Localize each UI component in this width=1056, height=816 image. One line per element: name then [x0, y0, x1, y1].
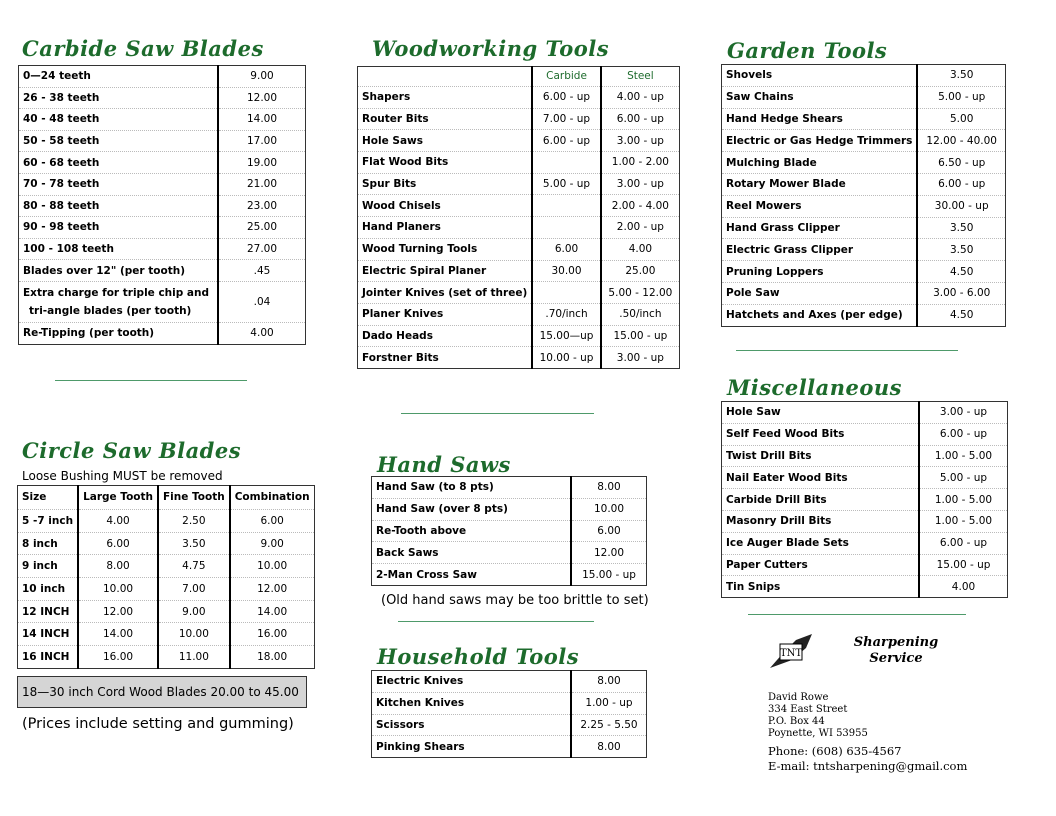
table-row	[358, 260, 680, 282]
item-price: 3.50	[917, 239, 1005, 261]
item-name: Forstner Bits	[358, 347, 533, 369]
tnt-logo-icon	[766, 630, 818, 672]
item-name	[19, 281, 219, 322]
city: Poynette, WI 53955	[768, 728, 868, 739]
table-row	[372, 477, 647, 499]
table-row	[358, 238, 680, 260]
header-row	[18, 486, 315, 510]
item-name: Wood Turning Tools	[358, 238, 533, 260]
item-name: Electric Spiral Planer	[358, 260, 533, 282]
item-name: 8 inch	[18, 532, 79, 555]
item-name: Electric Knives	[372, 671, 572, 693]
item-price: 6.00 - up	[601, 108, 680, 130]
table-row	[722, 261, 1006, 283]
item-price: 30.00	[532, 260, 601, 282]
item-name: Hand Grass Clipper	[722, 217, 918, 239]
item-name: Hole Saw	[722, 402, 920, 424]
item-price: 10.00	[571, 498, 647, 520]
item-name: Blades over 12" (per tooth)	[19, 260, 219, 282]
item-price: 10.00	[158, 623, 230, 646]
item-price: 6.50 - up	[917, 152, 1005, 174]
table-row	[722, 173, 1006, 195]
item-name: 70 - 78 teeth	[19, 173, 219, 195]
item-price: .70/inch	[532, 303, 601, 325]
table-row	[722, 510, 1008, 532]
item-name: 16 INCH	[18, 646, 79, 669]
table-row	[722, 402, 1008, 424]
item-name: Masonry Drill Bits	[722, 510, 920, 532]
table-row	[722, 282, 1006, 304]
item-name: Flat Wood Bits	[358, 152, 533, 174]
table-row	[19, 109, 306, 131]
item-price: 25.00	[218, 217, 306, 239]
misc-table	[721, 401, 1008, 598]
carbide-title: Carbide Saw Blades	[22, 36, 264, 61]
item-price: 6.00	[571, 520, 647, 542]
tagline-line1: Sharpening	[853, 635, 939, 650]
item-price: 9.00	[158, 600, 230, 623]
header-row	[358, 67, 680, 87]
item-price: 5.00	[917, 108, 1005, 130]
handsaws-table	[371, 476, 647, 586]
table-row	[18, 600, 315, 623]
table-row	[19, 238, 306, 260]
table-row	[722, 467, 1008, 489]
item-price: 9.00	[230, 532, 314, 555]
table-row	[722, 108, 1006, 130]
cord-wood-note: 18—30 inch Cord Wood Blades 20.00 to 45.00	[17, 676, 307, 708]
item-price: 4.00	[218, 322, 306, 344]
item-price: 4.00	[78, 510, 158, 533]
table-row	[18, 532, 315, 555]
item-price: 6.00	[532, 238, 601, 260]
item-price: 18.00	[230, 646, 314, 669]
item-name: Tin Snips	[722, 576, 920, 598]
item-price: 3.50	[917, 65, 1005, 87]
item-price: 16.00	[78, 646, 158, 669]
garden-table	[721, 64, 1006, 327]
item-price: 16.00	[230, 623, 314, 646]
item-price: 6.00	[230, 510, 314, 533]
table-row	[372, 520, 647, 542]
item-price: 3.00 - up	[601, 130, 680, 152]
item-name: Nail Eater Wood Bits	[722, 467, 920, 489]
table-row	[19, 130, 306, 152]
phone: Phone: (608) 635-4567	[768, 744, 902, 758]
table-row	[358, 87, 680, 109]
item-name: Pole Saw	[722, 282, 918, 304]
table-row	[722, 239, 1006, 261]
item-price: 10.00	[78, 578, 158, 601]
divider	[748, 614, 966, 615]
item-price	[532, 217, 601, 239]
item-price: 2.25 - 5.50	[571, 714, 647, 736]
item-name: Jointer Knives (set of three)	[358, 282, 533, 304]
item-price: 5.00 - up	[532, 173, 601, 195]
table-row	[722, 423, 1008, 445]
item-name: Re-Tipping (per tooth)	[19, 322, 219, 344]
table-row	[18, 510, 315, 533]
table-row	[18, 623, 315, 646]
item-price: 6.00 - up	[919, 532, 1008, 554]
item-price: 3.00 - up	[601, 173, 680, 195]
misc-title: Miscellaneous	[727, 375, 902, 400]
table-row	[722, 304, 1006, 326]
item-price: 1.00 - up	[571, 692, 647, 714]
table-row	[372, 736, 647, 758]
divider	[55, 380, 247, 381]
table-row	[722, 532, 1008, 554]
household-table	[371, 670, 647, 758]
item-name-line2: tri-angle blades (per tooth)	[29, 304, 192, 317]
table-row	[19, 260, 306, 282]
item-price: 23.00	[218, 195, 306, 217]
item-price: 2.50	[158, 510, 230, 533]
owner-name: David Rowe	[768, 692, 829, 703]
item-price: 5.00 - up	[917, 86, 1005, 108]
item-price: 4.50	[917, 304, 1005, 326]
item-name: 50 - 58 teeth	[19, 130, 219, 152]
item-price: 14.00	[230, 600, 314, 623]
item-price: 12.00 - 40.00	[917, 130, 1005, 152]
address-block	[768, 692, 868, 740]
item-name: Spur Bits	[358, 173, 533, 195]
divider	[401, 413, 594, 414]
item-price: 4.00	[919, 576, 1008, 598]
item-price: 15.00 - up	[571, 564, 647, 586]
table-row	[358, 195, 680, 217]
item-price: .04	[218, 281, 306, 322]
table-row	[19, 87, 306, 109]
table-row	[722, 576, 1008, 598]
table-row	[18, 555, 315, 578]
item-price: 6.00 - up	[919, 423, 1008, 445]
item-price	[532, 195, 601, 217]
item-price: 7.00 - up	[532, 108, 601, 130]
woodworking-table	[357, 66, 680, 369]
item-name: Re-Tooth above	[372, 520, 572, 542]
item-name: 0—24 teeth	[19, 66, 219, 88]
circle-table	[17, 485, 315, 669]
item-name: Dado Heads	[358, 325, 533, 347]
item-price: 12.00	[78, 600, 158, 623]
table-row	[19, 217, 306, 239]
item-name: Mulching Blade	[722, 152, 918, 174]
item-name: Paper Cutters	[722, 554, 920, 576]
table-row	[358, 303, 680, 325]
table-row	[722, 130, 1006, 152]
item-name: Kitchen Knives	[372, 692, 572, 714]
table-row	[372, 671, 647, 693]
item-name: 80 - 88 teeth	[19, 195, 219, 217]
table-row	[358, 217, 680, 239]
item-name: Rotary Mower Blade	[722, 173, 918, 195]
item-name: 5 -7 inch	[18, 510, 79, 533]
handsaws-title: Hand Saws	[377, 452, 511, 477]
item-price: 19.00	[218, 152, 306, 174]
table-row	[19, 195, 306, 217]
table-row	[358, 173, 680, 195]
column-header: Large Tooth	[78, 486, 158, 510]
column-header: Steel	[601, 67, 680, 87]
garden-title: Garden Tools	[727, 38, 888, 63]
table-row	[358, 347, 680, 369]
item-price: 3.50	[158, 532, 230, 555]
table-row	[18, 578, 315, 601]
item-price: 4.75	[158, 555, 230, 578]
circle-subtitle: Loose Bushing MUST be removed	[22, 469, 223, 483]
item-price: 10.00 - up	[532, 347, 601, 369]
column-header: Combination	[230, 486, 314, 510]
table-row	[358, 282, 680, 304]
table-row	[358, 108, 680, 130]
table-row	[358, 325, 680, 347]
item-name: Hand Saw (over 8 pts)	[372, 498, 572, 520]
item-name: Twist Drill Bits	[722, 445, 920, 467]
item-name: 2-Man Cross Saw	[372, 564, 572, 586]
carbide-table	[18, 65, 306, 345]
item-price: 8.00	[571, 671, 647, 693]
table-row	[722, 445, 1008, 467]
item-price: 6.00 - up	[532, 87, 601, 109]
circle-title: Circle Saw Blades	[22, 438, 242, 463]
item-name: 100 - 108 teeth	[19, 238, 219, 260]
item-name-line1: Extra charge for triple chip and	[23, 286, 209, 299]
item-price	[532, 152, 601, 174]
item-price: 7.00	[158, 578, 230, 601]
item-price: 6.00 - up	[532, 130, 601, 152]
item-price: 8.00	[571, 477, 647, 499]
table-row	[722, 195, 1006, 217]
item-name: Router Bits	[358, 108, 533, 130]
item-price: 2.00 - 4.00	[601, 195, 680, 217]
item-price: 17.00	[218, 130, 306, 152]
item-price: 25.00	[601, 260, 680, 282]
table-row	[19, 281, 306, 322]
item-name: Scissors	[372, 714, 572, 736]
item-price: 1.00 - 5.00	[919, 510, 1008, 532]
item-name: Hand Saw (to 8 pts)	[372, 477, 572, 499]
item-price: 21.00	[218, 173, 306, 195]
item-name: Pinking Shears	[372, 736, 572, 758]
item-name: Electric or Gas Hedge Trimmers	[722, 130, 918, 152]
table-row	[358, 152, 680, 174]
item-price: 4.00	[601, 238, 680, 260]
item-price: 14.00	[218, 109, 306, 131]
item-price: 11.00	[158, 646, 230, 669]
item-name: 60 - 68 teeth	[19, 152, 219, 174]
item-price: 8.00	[571, 736, 647, 758]
item-price: 3.00 - up	[919, 402, 1008, 424]
item-price: 27.00	[218, 238, 306, 260]
table-row	[722, 217, 1006, 239]
column-header: Fine Tooth	[158, 486, 230, 510]
item-name: Hand Hedge Shears	[722, 108, 918, 130]
contact-block	[768, 744, 967, 774]
item-name: Shovels	[722, 65, 918, 87]
item-price: 5.00 - 12.00	[601, 282, 680, 304]
item-price: 3.00 - up	[601, 347, 680, 369]
logo-text: TNT	[779, 648, 803, 659]
item-price: 12.00	[571, 542, 647, 564]
item-price: 3.50	[917, 217, 1005, 239]
item-price: 10.00	[230, 555, 314, 578]
item-price: .50/inch	[601, 303, 680, 325]
item-name: 14 INCH	[18, 623, 79, 646]
circle-note: (Prices include setting and gumming)	[22, 716, 294, 732]
woodworking-title: Woodworking Tools	[372, 36, 610, 61]
item-name: Pruning Loppers	[722, 261, 918, 283]
item-price: 1.00 - 5.00	[919, 445, 1008, 467]
email-link[interactable]: E-mail: tntsharpening@gmail.com	[768, 759, 968, 773]
table-row	[19, 152, 306, 174]
item-price: 6.00 - up	[917, 173, 1005, 195]
item-name: Self Feed Wood Bits	[722, 423, 920, 445]
item-price: 9.00	[218, 66, 306, 88]
item-price: 3.00 - 6.00	[917, 282, 1005, 304]
table-row	[372, 542, 647, 564]
item-price: 15.00—up	[532, 325, 601, 347]
table-row	[19, 322, 306, 344]
item-price: 1.00 - 2.00	[601, 152, 680, 174]
table-row	[372, 564, 647, 586]
item-price: 8.00	[78, 555, 158, 578]
household-title: Household Tools	[377, 644, 580, 669]
item-name: Saw Chains	[722, 86, 918, 108]
item-price: 15.00 - up	[919, 554, 1008, 576]
item-name: 12 INCH	[18, 600, 79, 623]
item-price: 30.00 - up	[917, 195, 1005, 217]
item-price: 2.00 - up	[601, 217, 680, 239]
tagline-line2: Service	[869, 651, 923, 666]
table-row	[372, 498, 647, 520]
item-name: 26 - 38 teeth	[19, 87, 219, 109]
table-row	[372, 714, 647, 736]
street: 334 East Street	[768, 704, 848, 715]
item-name: Electric Grass Clipper	[722, 239, 918, 261]
item-price: .45	[218, 260, 306, 282]
item-name: Hole Saws	[358, 130, 533, 152]
item-name: Carbide Drill Bits	[722, 489, 920, 511]
item-name: 90 - 98 teeth	[19, 217, 219, 239]
item-name: Wood Chisels	[358, 195, 533, 217]
table-row	[372, 692, 647, 714]
item-name: Hatchets and Axes (per edge)	[722, 304, 918, 326]
divider	[736, 350, 958, 351]
table-row	[19, 66, 306, 88]
item-price: 4.50	[917, 261, 1005, 283]
table-row	[19, 173, 306, 195]
item-name: 10 inch	[18, 578, 79, 601]
column-header	[358, 67, 533, 87]
item-name: Reel Mowers	[722, 195, 918, 217]
item-name: Hand Planers	[358, 217, 533, 239]
item-price: 12.00	[218, 87, 306, 109]
column-header: Carbide	[532, 67, 601, 87]
table-row	[722, 489, 1008, 511]
tagline	[848, 635, 944, 667]
item-name: Shapers	[358, 87, 533, 109]
item-name: 40 - 48 teeth	[19, 109, 219, 131]
item-name: Ice Auger Blade Sets	[722, 532, 920, 554]
item-price: 4.00 - up	[601, 87, 680, 109]
table-row	[722, 65, 1006, 87]
item-price: 14.00	[78, 623, 158, 646]
item-price: 15.00 - up	[601, 325, 680, 347]
item-price: 1.00 - 5.00	[919, 489, 1008, 511]
item-price: 5.00 - up	[919, 467, 1008, 489]
item-name: Back Saws	[372, 542, 572, 564]
table-row	[18, 646, 315, 669]
table-row	[358, 130, 680, 152]
item-price: 6.00	[78, 532, 158, 555]
po-box: P.O. Box 44	[768, 716, 825, 727]
table-row	[722, 554, 1008, 576]
handsaws-note: (Old hand saws may be too brittle to set)	[381, 593, 649, 608]
item-price	[532, 282, 601, 304]
item-price: 12.00	[230, 578, 314, 601]
column-header: Size	[18, 486, 79, 510]
item-name: Planer Knives	[358, 303, 533, 325]
table-row	[722, 86, 1006, 108]
divider	[398, 621, 594, 622]
item-name: 9 inch	[18, 555, 79, 578]
table-row	[722, 152, 1006, 174]
